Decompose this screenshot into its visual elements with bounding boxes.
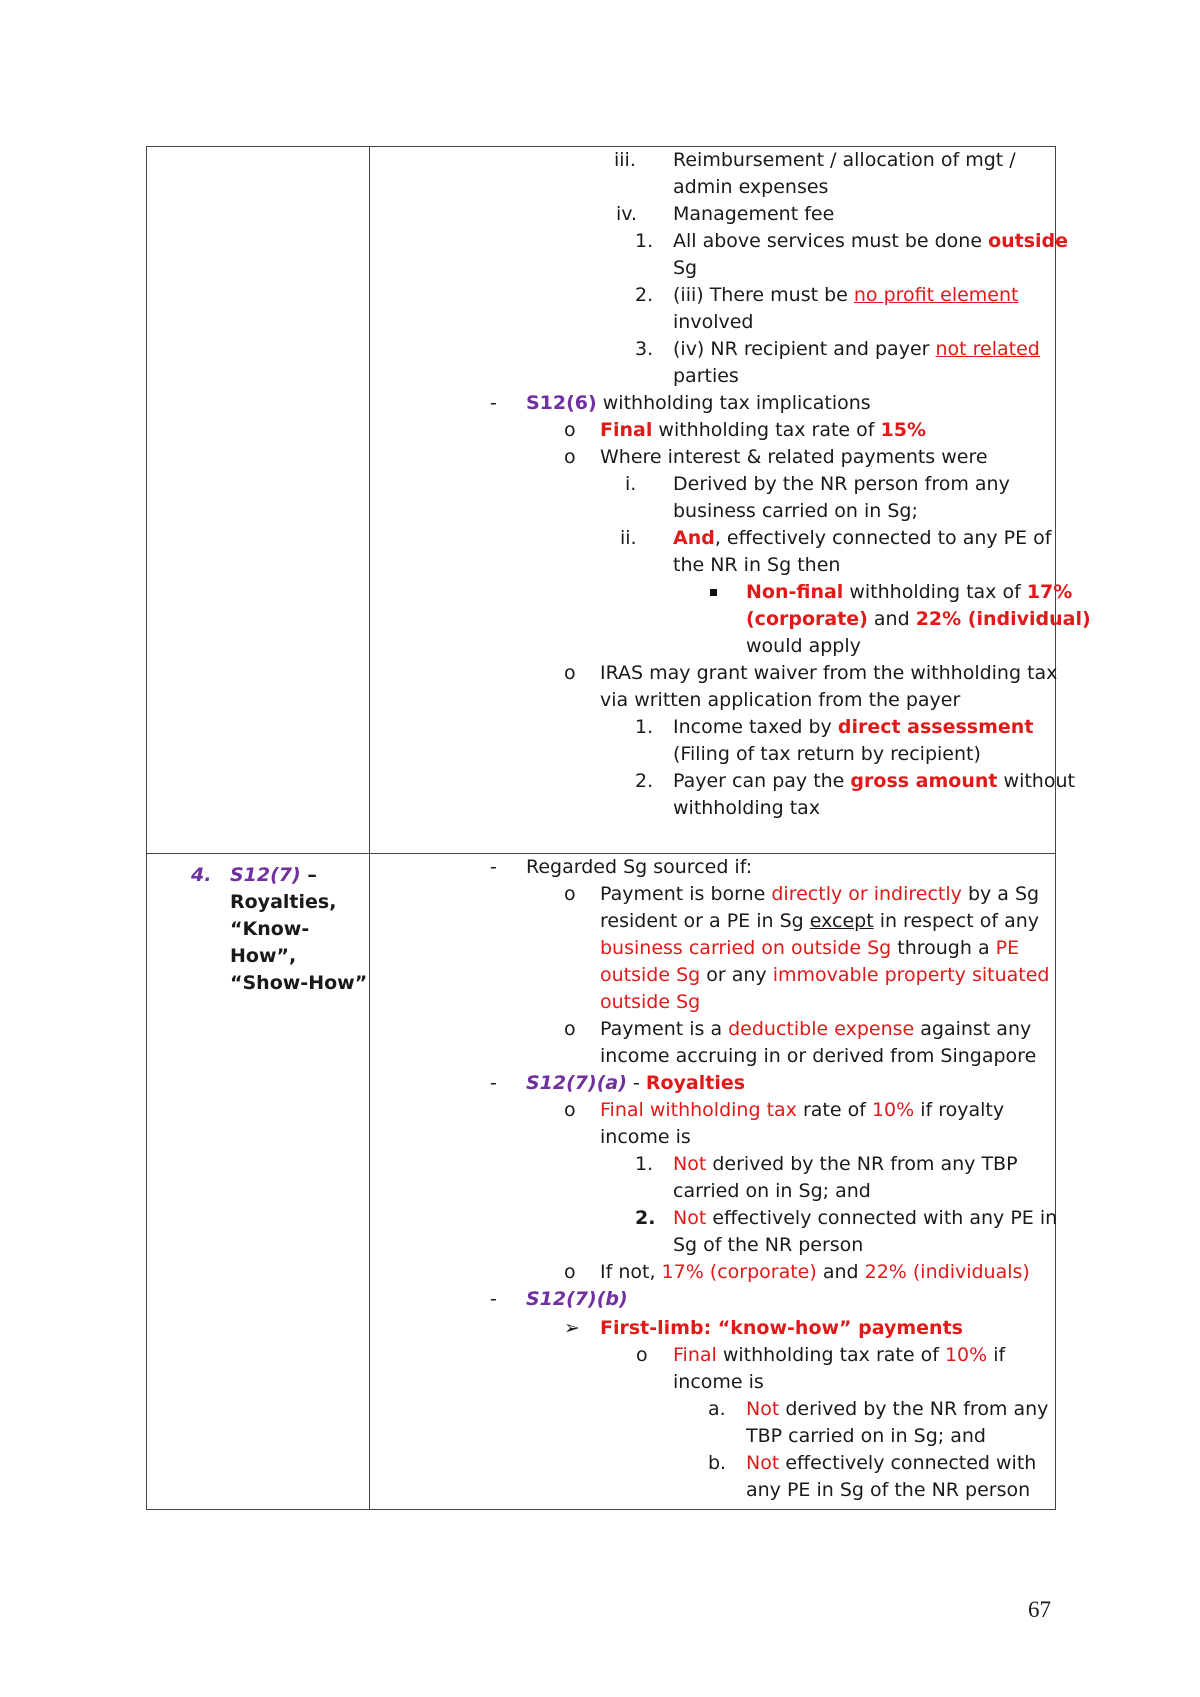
- bullet-marker: o: [564, 446, 576, 468]
- list-item: S12(6) withholding tax implications: [526, 392, 871, 414]
- dash-marker: -: [490, 1072, 497, 1094]
- bullet-marker: o: [564, 1099, 576, 1121]
- bullet-marker: o: [564, 662, 576, 684]
- list-marker: a.: [708, 1398, 726, 1420]
- list-item: If not, 17% (corporate) and 22% (individuals): [600, 1261, 1030, 1283]
- list-item: Final withholding tax rate of 15%: [600, 419, 926, 441]
- row1-content-cell: [370, 147, 1091, 854]
- table-row: [147, 147, 1056, 854]
- list-item: Not effectively connected with any PE in: [673, 1207, 1058, 1229]
- section-title: S12(7) – Royalties, “Know-How”, “Show-How”: [230, 864, 368, 994]
- list-item: Sg of the NR person: [673, 1234, 864, 1256]
- list-item: business carried on in Sg;: [673, 500, 918, 522]
- list-item: income accruing in or derived from Singapore: [600, 1045, 1037, 1067]
- list-item: admin expenses: [673, 176, 829, 198]
- list-marker: iv.: [616, 203, 638, 225]
- list-item: Payment is a deductible expense against any: [600, 1018, 1032, 1040]
- list-item: Sg: [673, 257, 698, 279]
- square-bullet-icon: [710, 589, 717, 596]
- list-marker: 2.: [635, 284, 654, 306]
- notes-table: [146, 146, 1091, 1510]
- list-item: parties: [673, 365, 739, 387]
- list-item: Management fee: [673, 203, 835, 225]
- bullet-marker: o: [636, 1344, 648, 1366]
- list-item: IRAS may grant waiver from the withholding tax: [600, 662, 1058, 684]
- list-item: Income taxed by direct assessment: [673, 716, 1034, 738]
- list-item: business carried on outside Sg through a PE: [600, 937, 1020, 959]
- list-item: would apply: [746, 635, 861, 657]
- page-number: 67: [1028, 1597, 1051, 1622]
- list-marker: iii.: [614, 149, 636, 171]
- list-item: withholding tax: [673, 797, 821, 819]
- list-item: (Filing of tax return by recipient): [673, 743, 981, 765]
- row2-content-cell: [370, 854, 1056, 1510]
- list-item: Not effectively connected with: [746, 1452, 1037, 1474]
- list-item: carried on in Sg; and: [673, 1180, 871, 1202]
- list-item: Reimbursement / allocation of mgt /: [673, 149, 1016, 171]
- list-item: via written application from the payer: [600, 689, 961, 711]
- list-item: income is: [600, 1126, 691, 1148]
- list-marker: 1.: [635, 230, 654, 252]
- list-marker: b.: [708, 1452, 727, 1474]
- list-item: outside Sg: [600, 991, 701, 1013]
- list-item: (iv) NR recipient and payer not related: [673, 338, 1040, 360]
- list-item: First-limb: “know-how” payments: [600, 1317, 963, 1339]
- list-item: Final withholding tax rate of 10% if royalty: [600, 1099, 1005, 1121]
- list-item: income is: [673, 1371, 764, 1393]
- list-item: the NR in Sg then: [673, 554, 841, 576]
- list-item: Not derived by the NR from any: [746, 1398, 1049, 1420]
- bullet-marker: o: [564, 1261, 576, 1283]
- list-item: S12(7)(a) - Royalties: [526, 1072, 746, 1094]
- list-item: Payment is borne directly or indirectly by a Sg: [600, 883, 1040, 905]
- section-number: 4.: [191, 864, 212, 886]
- row1-left-cell: [147, 147, 370, 854]
- list-marker: 2.: [635, 770, 654, 792]
- list-item: any PE in Sg of the NR person: [746, 1479, 1031, 1501]
- list-item: (iii) There must be no profit element: [673, 284, 1019, 306]
- list-item: Derived by the NR person from any: [673, 473, 1010, 495]
- table-row: [147, 854, 1056, 1510]
- list-marker: i.: [625, 473, 637, 495]
- list-item: Final withholding tax rate of 10% if: [673, 1344, 1006, 1366]
- list-marker: ii.: [620, 527, 637, 549]
- list-item: Non-final withholding tax of 17%: [746, 581, 1073, 603]
- list-item: resident or a PE in Sg except in respect of any: [600, 910, 1040, 932]
- list-item: outside Sg or any immovable property situated: [600, 964, 1050, 986]
- list-item: All above services must be done outside: [673, 230, 1069, 252]
- list-item: involved: [673, 311, 754, 333]
- arrow-bullet-icon: ➢: [564, 1317, 580, 1339]
- list-item: And, effectively connected to any PE of: [673, 527, 1052, 549]
- bullet-marker: o: [564, 883, 576, 905]
- list-marker: 2.: [635, 1207, 656, 1229]
- dash-marker: -: [490, 392, 497, 414]
- bullet-marker: o: [564, 419, 576, 441]
- list-marker: 1.: [635, 716, 654, 738]
- list-item: (corporate) and 22% (individual): [746, 608, 1091, 630]
- dash-marker: -: [490, 1288, 497, 1310]
- list-item: S12(7)(b): [526, 1288, 628, 1310]
- list-item: Payer can pay the gross amount without: [673, 770, 1075, 792]
- dash-marker: -: [490, 856, 497, 878]
- list-item: Regarded Sg sourced if:: [526, 856, 753, 878]
- list-item: Where interest & related payments were: [600, 446, 988, 468]
- list-item: TBP carried on in Sg; and: [746, 1425, 986, 1447]
- row2-left-cell: [147, 854, 370, 1510]
- bullet-marker: o: [564, 1018, 576, 1040]
- list-marker: 1.: [635, 1153, 654, 1175]
- list-marker: 3.: [635, 338, 654, 360]
- list-item: Not derived by the NR from any TBP: [673, 1153, 1018, 1175]
